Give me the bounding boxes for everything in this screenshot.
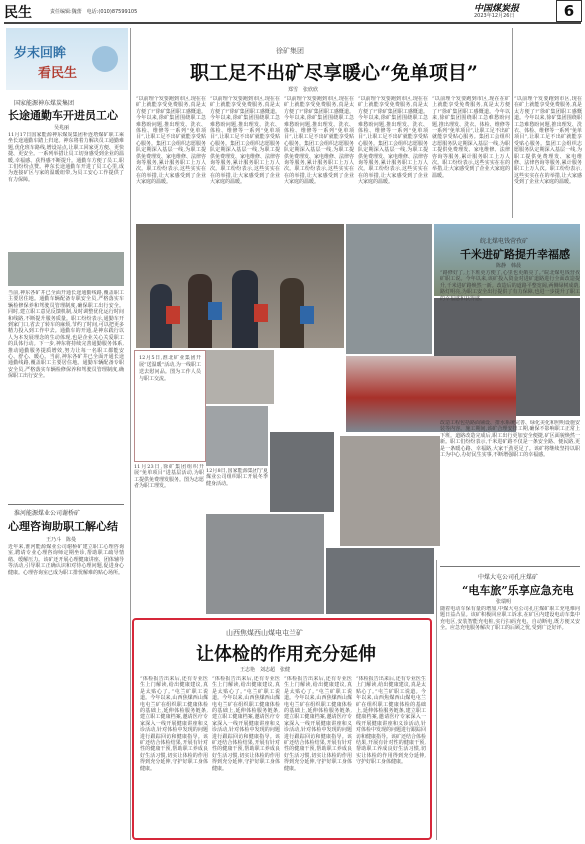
top-body-col5: “以前理个发要跑到市区,现在在矿上就能享受免费服务,真是太方便了!”徐矿集团职工感慨道。今年以来,徐矿集团围绕职工急难愁盼问题,推出理发、洗衣、体检、维修等一系列“免单项目”,让职工足不出矿就能享受贴心服务。集团工会组织志愿服务队定期深入基层一线,为职工提供免费理发、家电维修、法律咨询等服务,累计服务职工上万人次。职工纷纷表示,这些实实在在的举措,让大家感受到了企业大家庭的温暖。 xyxy=(432,96,510,179)
right-story2-body: 随着电动车保有量的增加,中煤大屯公司孔庄煤矿职工充电难问题日益凸显。该矿积极回应职工诉求,在矿区内建设电动车集中充电区,安装智能充电桩,实行扫码充电、自动断电,既方便又安全。应急充电服务解决了职工的后顾之忧,受到广泛好评。 xyxy=(440,606,580,632)
right-story1-title: 千米进矿路提升幸福感 xyxy=(460,248,570,261)
caption-box xyxy=(134,350,206,462)
gift-bag xyxy=(254,304,268,322)
right-story1-byline: 陈静 韩晨 xyxy=(496,263,522,269)
top-body-col1: “以前理个发要跑到市区,现在在矿上就能享受免费服务,真是太方便了!”徐矿集团职工感慨道。今年以来,徐矿集团围绕职工急难愁盼问题,推出理发、洗衣、体检、维修等一系列“免单项目”,让职工足不出矿就能享受贴心服务。集团工会组织志愿服务队定期深入基层一线,为职工提供免费理发、家电维修、法律咨询等服务,累计服务职工上万人次。职工纷纷表示,这些实实在在的举措,让大家感受到了企业大家庭的温暖。 xyxy=(136,96,206,186)
header-rule xyxy=(4,22,581,24)
feature-kicker: 山西焦煤西山煤电屯兰矿 xyxy=(226,629,303,637)
right-photo-2 xyxy=(346,224,432,354)
left-story2-title: 心理咨询助职工解心结 xyxy=(8,520,118,533)
right-story2-title: “电车旅”乐享应急充电 xyxy=(462,584,574,597)
main-photo xyxy=(136,224,344,348)
top-byline: 郑雪 张欣欣 xyxy=(288,87,319,93)
feature-body-col1: “体检报告出来后,还有专业医生上门解读,给出健康建议,真是太贴心了。”屯兰矿职工说道。今年以来,山西焦煤西山煤电屯兰矿在组织职工健康体检的基础上,延伸体检服务链条,建立职工健康档案,邀请医疗专家深入一线开展健康讲座和义诊活动,针对体检中发现的问题进行跟踪回访和健康指导。该矿还结合体检结果,开展有针对性的健康干预,帮助职工养成良好生活习惯,切实让体检的作用得到充分延伸,守护好职工身体健康。 xyxy=(140,676,208,772)
checkup-photo xyxy=(206,350,274,404)
woman-portrait-photo xyxy=(270,432,334,512)
left-story1-kicker: 国家能源神东煤炭集团 xyxy=(14,100,75,107)
page-number-text: 6 xyxy=(563,2,575,20)
banner-subtitle: 看民生 xyxy=(38,66,78,81)
top-title: 职工足不出矿尽享暖心“免单项目” xyxy=(190,62,478,84)
caption-box-text: 12月5日,淮北矿业集团开展“送温暖”活动,为一线职工送去慰问品。图为工作人员与职工交流。 xyxy=(139,355,201,382)
issue-date: 2023年12月26日 xyxy=(474,13,515,19)
doctor-photo xyxy=(206,406,268,466)
column-banner xyxy=(6,28,128,90)
left-story1-body-cont: 当前,神东各矿井已全面开通长途通勤线路,覆盖职工主要居住地。通勤车辆配备专职安全员,严格落实车辆检修保养和驾驶员管理制度,确保职工出行安全。同时,建立职工意见反馈机制,及时调整优化运行时间和线路,不断提升服务质量。职工纷纷表示,通勤车开到家门口,省去了转车的麻烦,节约了时间,可以把更多精力投入到工作中去。通勤车的开通,是神东践行以人为本发展理念的生动体现,也是企业关心关爱职工的具体行动。下一步,神东将持续完善通勤服务体系,推动通勤服务提质增效,努力让每一名职工都能安心、舒心、暖心。当前,神东各矿井已全面开通长途通勤线路,覆盖职工主要居住地。通勤车辆配备专职安全员,严格落实车辆检修保养和驾驶员管理制度,确保职工出行安全。 xyxy=(8,290,124,380)
col-rule-1 xyxy=(130,28,131,840)
left-photo-caption: 12月8日,国家能源集团宁夏煤业公司组织职工开展冬季健身活动。 xyxy=(206,468,268,487)
right-story1-kicker: 皖北煤电钱营孜矿 xyxy=(480,238,529,245)
feature-box xyxy=(132,618,432,840)
right-top-body: “以前理个发要跑到市区,现在在矿上就能享受免费服务,真是太方便了!”徐矿集团职工感慨道。今年以来,徐矿集团围绕职工急难愁盼问题,推出理发、洗衣、体检、维修等一系列“免单项目”,让职工足不出矿就能享受贴心服务。集团工会组织志愿服务队定期深入基层一线,为职工提供免费理发、家电维修、法律咨询等服务,累计服务职工上万人次。职工纷纷表示,这些实实在在的举措,让大家感受到了企业大家庭的温暖。 xyxy=(514,96,582,186)
gift-bag xyxy=(300,306,314,324)
right-divider xyxy=(440,566,580,567)
right-story2-byline: 张瑞明 xyxy=(496,599,512,605)
gift-bag xyxy=(208,302,222,320)
left-story2-body: 近年来,淮河能源煤业公司谢桥矿建立职工心理咨询室,聘请专业心理咨询师定期坐诊,帮助职工疏导情绪、缓解压力。该矿还开展心理健康讲座、团体辅导等活动,引导职工正确认识和对待心理问题,促进身心健康。心理咨询室已成为职工排忧解难的贴心场所。 xyxy=(8,544,124,576)
top-kicker: 徐矿集团 xyxy=(276,47,304,55)
left-story1-body: 11月17日国家能源神东煤炭集团补连塔煤矿职工乘坐长途通勤车踏上归途。神东将着力解决员工通勤难题,优化班车路线,增设站点,让职工回家更方便、更快捷、更安全。一系列举措让员工切身感受到企业的温暖,幸福感、获得感不断提升。通勤车方便了员工,职工们纷纷点赞。神东长途通勤车开进了员工心里,成为连接矿区与家的温暖纽带,为员工安心工作提供了有力保障。 xyxy=(8,132,124,183)
masthead: 中国煤炭报 xyxy=(474,4,520,14)
right-story1-body-cont: 改造工程包括路面铺设、排水系统完善、绿化美化和照明设施安装等内容。施工期间,该矿合理安排工期,确保不影响职工正常上下班。道路改造完成后,职工出行更加安全便捷,矿区面貌焕然一新。职工们纷纷表示,千米进矿路不仅是一条安全路、便民路,更是一条暖心路、幸福路,大家干劲更足了。该矿将继续坚持以职工为中心,办好民生实事,不断增强职工的幸福感。 xyxy=(440,420,580,459)
feature-byline: 王志艳 刘志超 张健 xyxy=(240,667,291,673)
left-story1-byline: 吴兆丽 xyxy=(54,125,70,131)
lower-body: 11月23日,徐矿集团组织开展“免单项目”进基层活动,为职工提供免费理发服务。图为志愿者为职工理发。 xyxy=(134,464,204,490)
left-divider xyxy=(8,504,124,505)
feature-body-col2: “体检报告出来后,还有专业医生上门解读,给出健康建议,真是太贴心了。”屯兰矿职工说道。今年以来,山西焦煤西山煤电屯兰矿在组织职工健康体检的基础上,延伸体检服务链条,建立职工健康档案,邀请医疗专家深入一线开展健康讲座和义诊活动,针对体检中发现的问题进行跟踪回访和健康指导。该矿还结合体检结果,开展有针对性的健康干预,帮助职工养成良好生活习惯,切实让体检的作用得到充分延伸,守护好职工身体健康。 xyxy=(212,676,280,772)
gift-bag xyxy=(166,306,180,324)
left-story1-photo xyxy=(8,252,124,286)
feature-body-col3: “体检报告出来后,还有专业医生上门解读,给出健康建议,真是太贴心了。”屯兰矿职工说道。今年以来,山西焦煤西山煤电屯兰矿在组织职工健康体检的基础上,延伸体检服务链条,建立职工健康档案,邀请医疗专家深入一线开展健康讲座和义诊活动,针对体检中发现的问题进行跟踪回访和健康指导。该矿还结合体检结果,开展有针对性的健康干预,帮助职工养成良好生活习惯,切实让体检的作用得到充分延伸,守护好职工身体健康。 xyxy=(284,676,352,772)
page-header xyxy=(0,0,585,22)
left-story2-byline: 王乃斗 陈曼 xyxy=(46,537,77,543)
banner-title: 岁末回眸 xyxy=(14,46,67,61)
banner-decoration xyxy=(92,46,118,72)
col-rule-2 xyxy=(512,28,513,218)
top-body-col2: “以前理个发要跑到市区,现在在矿上就能享受免费服务,真是太方便了!”徐矿集团职工感慨道。今年以来,徐矿集团围绕职工急难愁盼问题,推出理发、洗衣、体检、维修等一系列“免单项目”,让职工足不出矿就能享受贴心服务。集团工会组织志愿服务队定期深入基层一线,为职工提供免费理发、家电维修、法律咨询等服务,累计服务职工上万人次。职工纷纷表示,这些实实在在的举措,让大家感受到了企业大家庭的温暖。 xyxy=(210,96,280,186)
consult-photo xyxy=(340,436,440,546)
top-body-col3: “以前理个发要跑到市区,现在在矿上就能享受免费服务,真是太方便了!”徐矿集团职工感慨道。今年以来,徐矿集团围绕职工急难愁盼问题,推出理发、洗衣、体检、维修等一系列“免单项目”,让职工足不出矿就能享受贴心服务。集团工会组织志愿服务队定期深入基层一线,为职工提供免费理发、家电维修、法律咨询等服务,累计服务职工上万人次。职工纷纷表示,这些实实在在的举措,让大家感受到了企业大家庭的温暖。 xyxy=(284,96,354,186)
feature-body-col4: “体检报告出来后,还有专业医生上门解读,给出健康建议,真是太贴心了。”屯兰矿职工说道。今年以来,山西焦煤西山煤电屯兰矿在组织职工健康体检的基础上,延伸体检服务链条,建立职工健康档案,邀请医疗专家深入一线开展健康讲座和义诊活动,针对体检中发现的问题进行跟踪回访和健康指导。该矿还结合体检结果,开展有针对性的健康干预,帮助职工养成良好生活习惯,切实让体检的作用得到充分延伸,守护好职工身体健康。 xyxy=(356,676,426,766)
top-body-col4: “以前理个发要跑到市区,现在在矿上就能享受免费服务,真是太方便了!”徐矿集团职工感慨道。今年以来,徐矿集团围绕职工急难愁盼问题,推出理发、洗衣、体检、维修等一系列“免单项目”,让职工足不出矿就能享受贴心服务。集团工会组织志愿服务队定期深入基层一线,为职工提供免费理发、家电维修、法律咨询等服务,累计服务职工上万人次。职工纷纷表示,这些实实在在的举措,让大家感受到了企业大家庭的温暖。 xyxy=(358,96,428,186)
feature-title: 让体检的作用充分延伸 xyxy=(196,644,376,665)
col-rule-3 xyxy=(436,560,437,840)
left-story1-title: 长途通勤车开进员工心 xyxy=(8,109,118,122)
group-photo xyxy=(206,514,324,614)
page-number xyxy=(556,0,582,22)
right-story2-kicker: 中煤大屯公司孔庄煤矿 xyxy=(478,574,539,581)
editor-line: 责任编辑:魏蕾 电话:(010)87599105 xyxy=(50,9,138,15)
right-story1-body: “路修好了,上下班更方便了,心里也更敞亮了。”皖北煤电钱营孜矿职工说。今年以来,该矿投入资金对进矿道路进行全面改造提升,千米进矿路焕然一新。改造后的道路平整宽阔,两侧绿树成荫,路灯明亮,为职工安全出行提供了有力保障,也进一步提升了职工的幸福感和获得感。 xyxy=(440,270,580,302)
left-story2-kicker: 淮河能源煤业公司谢桥矿 xyxy=(14,510,81,517)
lower-photo-1 xyxy=(326,548,434,614)
section-name: 民生 xyxy=(4,5,32,21)
